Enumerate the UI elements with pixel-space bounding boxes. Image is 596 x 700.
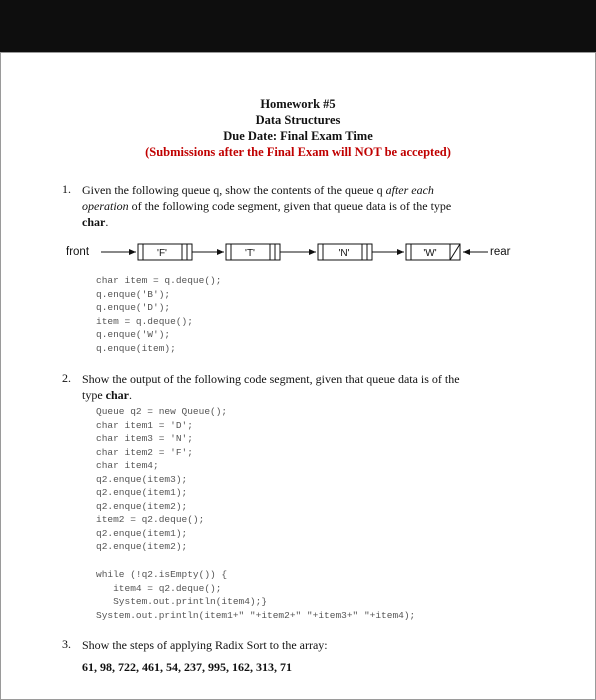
- q2-text-part: Show the output of the following code segment, given that queue data is of the: [82, 372, 460, 386]
- code-line: item = q.deque();: [96, 315, 193, 327]
- radix-array: 61, 98, 722, 461, 54, 237, 995, 162, 313, 71: [82, 660, 292, 674]
- q2-text: [82, 371, 552, 403]
- code-line: item2 = q2.deque();: [96, 514, 205, 525]
- q1-type-char: char: [82, 215, 106, 229]
- q2-type-char: char: [105, 388, 129, 402]
- code-line: Queue q2 = new Queue();: [96, 406, 228, 417]
- code-line: q.enque('D');: [96, 302, 171, 313]
- submission-warning: (Submissions after the Final Exam will NOT be accepted): [145, 145, 451, 159]
- front-label: front: [66, 246, 90, 258]
- queue-node-2: [226, 244, 280, 260]
- code-line: q2.enque(item1);: [96, 487, 188, 498]
- q1-number: 1.: [62, 182, 71, 196]
- code-line: char item = q.deque();: [96, 275, 222, 286]
- q1-code-block: [96, 274, 221, 355]
- code-line: item4 = q2.deque();: [96, 582, 222, 594]
- q3-number: 3.: [62, 637, 71, 651]
- q1-text-emphasis-2: operation: [82, 199, 129, 213]
- course-title: Data Structures: [255, 113, 341, 127]
- q2-code-block: [96, 405, 227, 554]
- code-line: System.out.println(item1+" "+item2+" "+item3+" "+item4);: [96, 609, 416, 621]
- code-line: q2.enque(item2);: [96, 541, 188, 552]
- queue-item-4: 'W': [423, 248, 437, 259]
- q3-text: Show the steps of applying Radix Sort to the array:: [82, 638, 328, 652]
- queue-item-1: 'F': [157, 248, 167, 259]
- code-line: char item3 = 'N';: [96, 433, 193, 444]
- q1-text-part: Given the following queue q, show the contents of the queue q: [82, 183, 386, 197]
- q2-number: 2.: [62, 371, 71, 385]
- code-line: q.enque(item);: [96, 342, 176, 354]
- code-line: q2.enque(item1);: [96, 527, 188, 539]
- queue-node-1: [138, 244, 192, 260]
- code-line: q2.enque(item3);: [96, 473, 188, 485]
- code-line: char item2 = 'F';: [96, 446, 193, 458]
- due-date: Due Date: Final Exam Time: [223, 129, 373, 143]
- code-line: char item1 = 'D';: [96, 419, 193, 431]
- code-line: q.enque('W');: [96, 329, 171, 340]
- queue-item-3: 'N': [338, 248, 350, 259]
- code-line: char item4;: [96, 460, 159, 471]
- q2-period: .: [129, 388, 132, 402]
- q2-text-part-2: type: [82, 388, 106, 402]
- homework-title: Homework #5: [260, 97, 336, 111]
- code-line: System.out.println(item4);}: [96, 596, 268, 607]
- queue-node-4: [406, 244, 460, 260]
- q1-period: .: [105, 215, 109, 229]
- q2-loop-block: [96, 568, 415, 622]
- code-line: while (!q2.isEmpty()) {: [96, 569, 228, 580]
- q1-text-emphasis: after each: [385, 183, 434, 197]
- queue-item-2: 'T': [245, 248, 255, 259]
- queue-node-3: [318, 244, 372, 260]
- rear-label: rear: [490, 246, 511, 258]
- code-line: q2.enque(item2);: [96, 500, 188, 512]
- q1-text-part-2: of the following code segment, given that queue data is of the type: [128, 199, 452, 213]
- code-line: q.enque('B');: [96, 288, 171, 300]
